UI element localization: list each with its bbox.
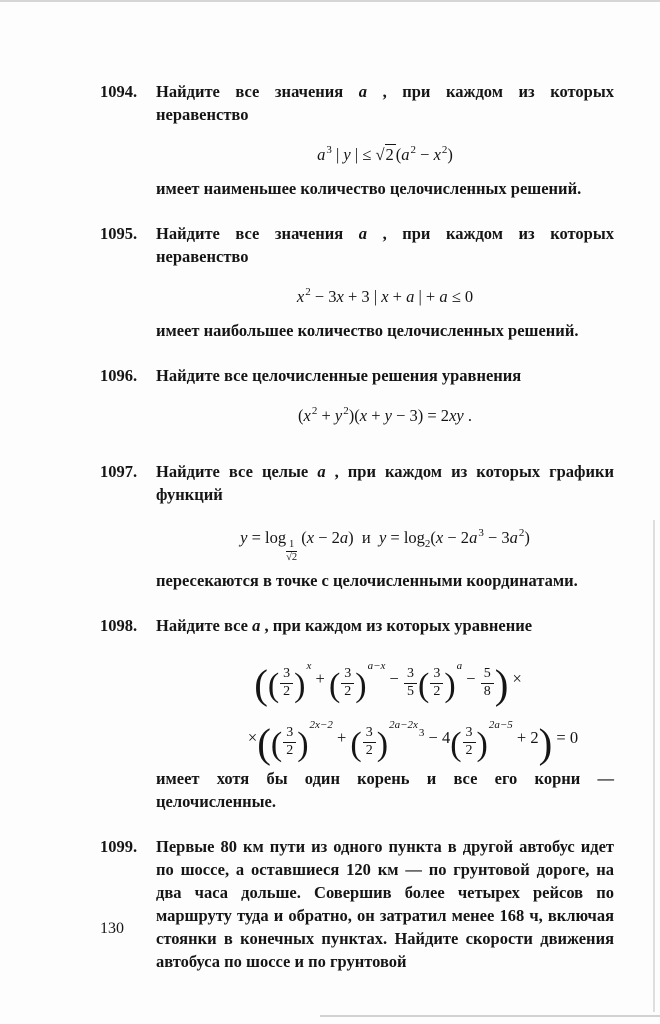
problem-outro: имеет хотя бы один корень и все его корни — целочисленные. bbox=[156, 769, 614, 811]
problem-body bbox=[156, 80, 614, 200]
page-number: 130 bbox=[100, 920, 124, 937]
problem-intro bbox=[156, 460, 614, 506]
intro-variable: a bbox=[358, 224, 368, 243]
intro-text: , при каждом из которых неравенство bbox=[156, 224, 614, 266]
textbook-page bbox=[100, 80, 614, 995]
problem-1096 bbox=[100, 364, 614, 438]
problem-number: 1097. bbox=[100, 462, 138, 481]
problem-formula: $x^2 - 3x + 3$ | x + a | + a ≤ 0 bbox=[296, 286, 474, 306]
problem-number: 1098. bbox=[100, 616, 138, 635]
intro-text: Первые 80 км пути из одного пункта в другой автобус идет по шоссе, а оставшиеся 120 км — по грунтовой дороге, на два часа дольше. Совершив более четырех рейсов по маршруту туда и обратно, он затратил менее 168 ч, включая стоянки в конечных пунктах. Найдите скорости движения автобуса по шоссе и по грунтовой bbox=[156, 837, 614, 971]
problem-formula: y = log $\frac{1}{√2}$ (x − 2a) и $y = \log_2(x - 2a^3 - 3a^2)$ bbox=[240, 527, 530, 563]
problem-1094 bbox=[100, 80, 614, 200]
problem-1098 bbox=[100, 614, 614, 813]
problem-formula-line2: ×(( $\frac{3}{2}$ )$^{2x-2}$ + ( $\frac{3}{2}$ )$^{2a-2x3}$ − 4( $\frac{3}{2}$ )$^{2a-5}$ + 2) = 0 bbox=[247, 719, 579, 766]
intro-text: Найдите все значения bbox=[156, 224, 359, 243]
problem-outro: имеет наибольшее количество целочисленных решений. bbox=[156, 321, 579, 340]
intro-text: , при каждом из которых графики функций bbox=[156, 462, 614, 504]
intro-variable: a bbox=[252, 616, 261, 635]
intro-text: , при каждом из которых уравнение bbox=[260, 616, 533, 635]
intro-text: Найдите все значения bbox=[156, 82, 359, 101]
problem-number: 1095. bbox=[100, 224, 138, 243]
problem-number: 1094. bbox=[100, 82, 138, 101]
intro-variable: a bbox=[358, 82, 368, 101]
problem-formula: $(x^2 + y^2)(x + y - 3) = 2xy$ . bbox=[298, 405, 472, 425]
problem-body bbox=[156, 614, 614, 813]
problem-intro bbox=[156, 222, 614, 268]
problem-intro bbox=[156, 364, 614, 387]
problem-outro: пересекаются в точке с целочисленными координатами. bbox=[156, 571, 578, 590]
page-edge-line-top bbox=[0, 0, 660, 2]
problem-number: 1096. bbox=[100, 366, 138, 385]
intro-text: , при каждом из которых неравенство bbox=[156, 82, 614, 124]
problem-formula-line1: (( $\frac{3}{2}$ )$^x$ + ( $\frac{3}{2}$ )$^{a-x}$ − $\frac{3}{5}$ ( $\frac{3}{2}$ )$^a$ − $\frac{5}{8}$ ) × bbox=[254, 660, 522, 707]
problem-intro bbox=[156, 614, 614, 637]
problem-intro bbox=[156, 80, 614, 126]
problem-body bbox=[156, 222, 614, 342]
page-edge-line-right bbox=[653, 520, 655, 1012]
intro-variable: a bbox=[317, 462, 326, 481]
problem-body bbox=[156, 364, 614, 438]
intro-text: Найдите все целые bbox=[156, 462, 318, 481]
problem-1099 bbox=[100, 835, 614, 973]
page-edge-line-bottom bbox=[320, 1015, 660, 1017]
problem-1095 bbox=[100, 222, 614, 342]
intro-text: Найдите все целочисленные решения уравнения bbox=[156, 366, 522, 385]
problem-outro: имеет наименьшее количество целочисленных решений. bbox=[156, 179, 582, 198]
intro-text: Найдите все bbox=[156, 616, 253, 635]
problem-number: 1099. bbox=[100, 837, 138, 856]
problem-intro bbox=[156, 835, 614, 973]
problem-body bbox=[156, 460, 614, 592]
problem-body bbox=[156, 835, 614, 973]
problem-formula: $a^3$ | y | ≤ √2 $(a^2 - x^2)$ bbox=[317, 144, 453, 164]
problem-1097 bbox=[100, 460, 614, 592]
